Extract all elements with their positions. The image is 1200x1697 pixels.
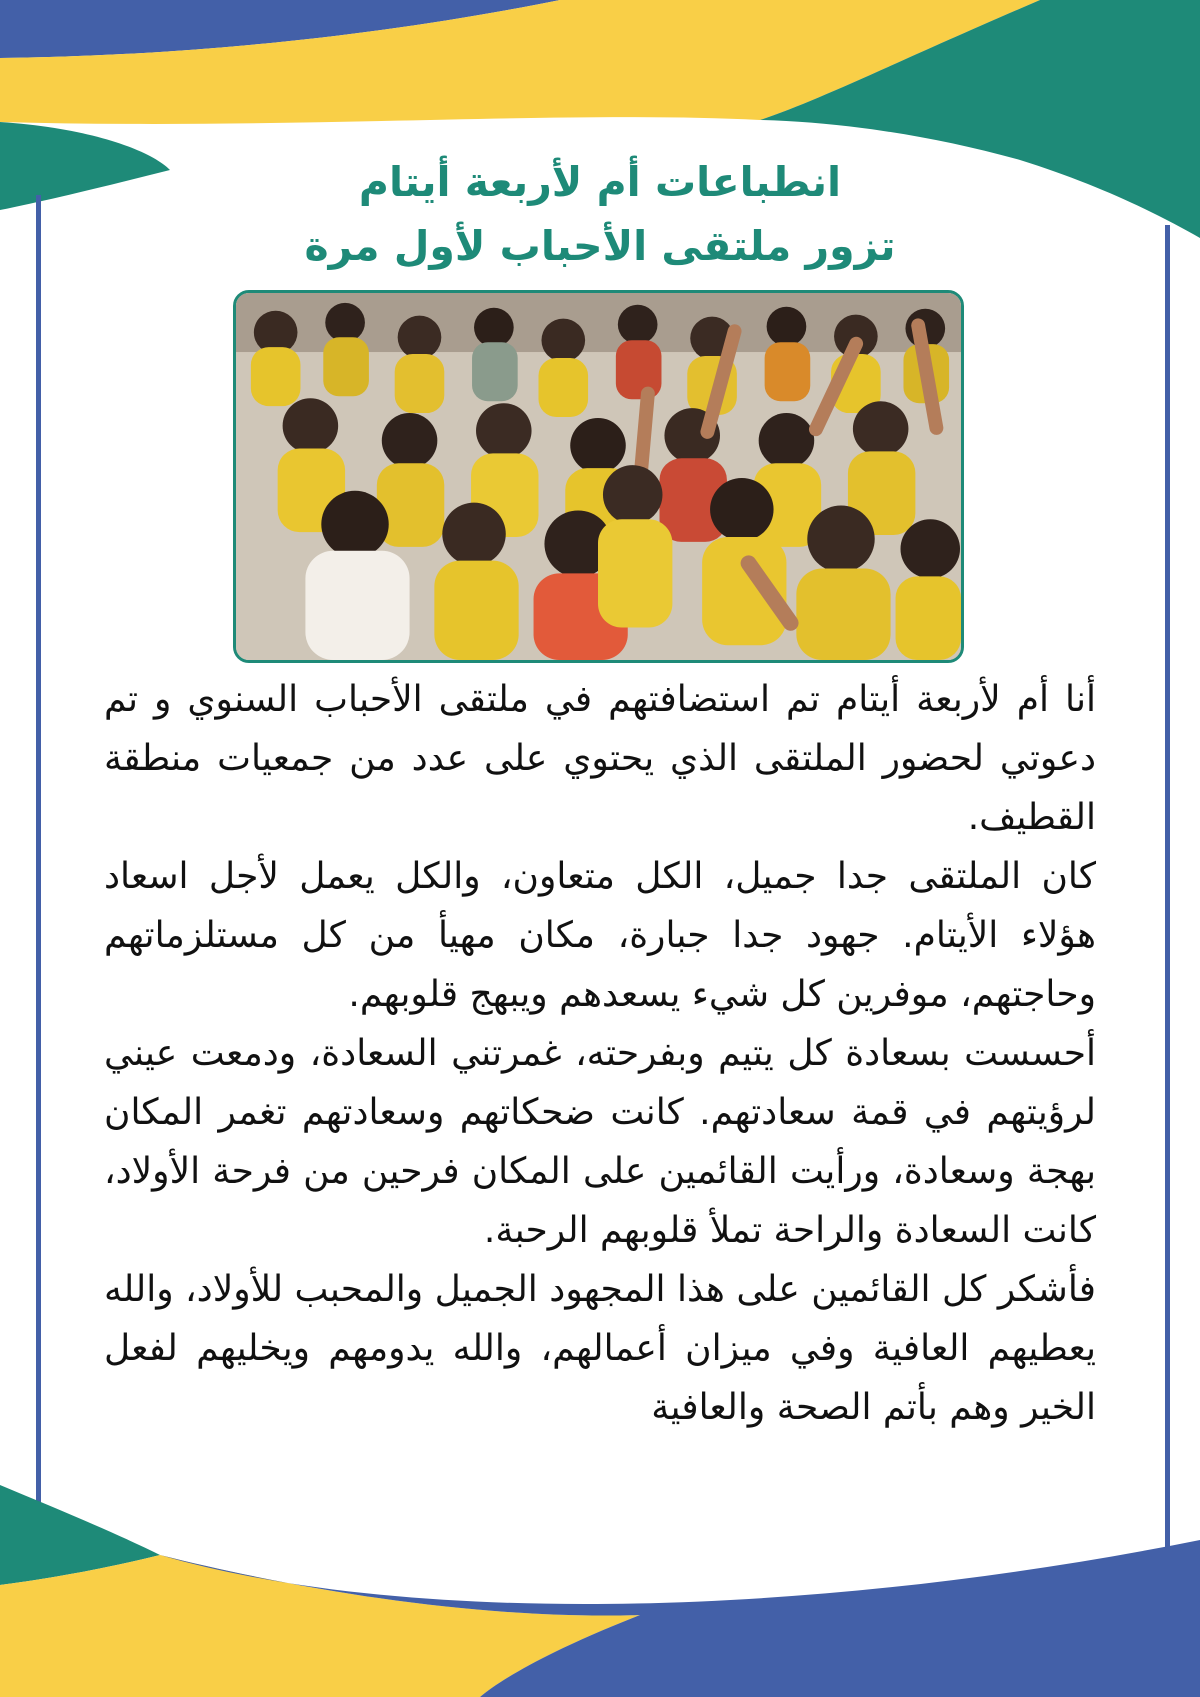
group-photo — [233, 290, 964, 663]
title-line-1: انطباعات أم لأربعة أيتام — [358, 158, 842, 206]
title-line-2: تزور ملتقى الأحباب لأول مرة — [304, 222, 896, 270]
left-border-line — [36, 195, 41, 1530]
article-paragraph: فأشكر كل القائمين على هذا المجهود الجميل والمحبب للأولاد، والله يعطيهم العافية وفي ميزان أعمالهم، والله يدومهم ويخليهم لفعل الخير وهم بأتم الصحة والعافية — [104, 1269, 1096, 1428]
wave-top-left-green — [0, 122, 170, 210]
article-body — [104, 670, 1096, 1437]
article-paragraph: أحسست بسعادة كل يتيم وبفرحته، غمرتني السعادة، ودمعت عيني لرؤيتهم في قمة سعادتهم. كانت ضحكاتهم وسعادتهم تغمر المكان بهجة وسعادة، ورأيت القائمين على المكان فرحين من فرحة الأولاد، كانت السعادة والراحة تملأ قلوبهم الرحبة. — [104, 1033, 1096, 1251]
page-title — [200, 150, 1000, 278]
article-paragraph: كان الملتقى جدا جميل، الكل متعاون، والكل يعمل لأجل اسعاد هؤلاء الأيتام. جهود جدا جبارة، مكان مهيأ من كل مستلزماتهم وحاجتهم، موفرين كل شيء يسعدهم ويبهج قلوبهم. — [104, 856, 1096, 1015]
group-photo-illustration — [236, 293, 961, 660]
right-border-line — [1165, 225, 1170, 1550]
article-paragraph: أنا أم لأربعة أيتام تم استضافتهم في ملتقى الأحباب السنوي و تم دعوتي لحضور الملتقى الذي يحتوي على عدد من جمعيات منطقة القطيف. — [104, 679, 1096, 838]
